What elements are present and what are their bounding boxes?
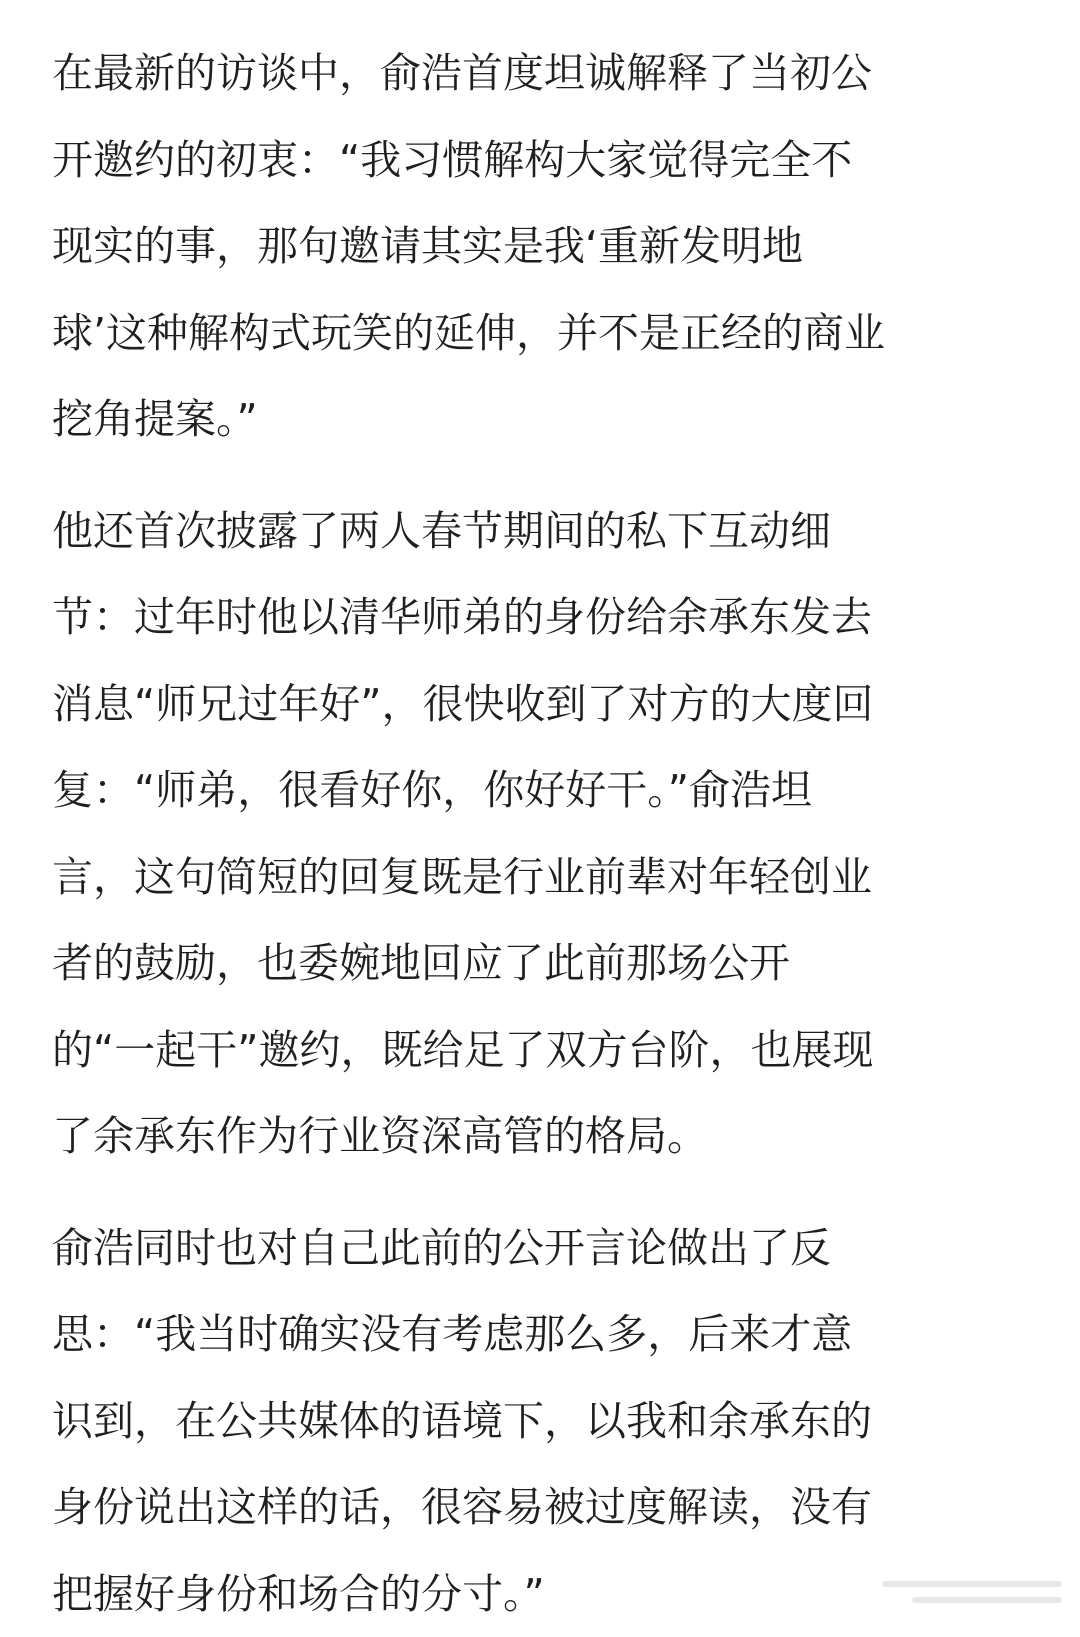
article-body	[52, 30, 1042, 1637]
text-line: 开邀约的初衷：“我习惯解构大家觉得完全不	[52, 117, 1042, 204]
text-line: 消息“师兄过年好”，很快收到了对方的大度回	[52, 661, 1042, 748]
paragraph-gap	[52, 1180, 1042, 1205]
text-line: 识到，在公共媒体的语境下，以我和余承东的	[52, 1378, 1042, 1465]
text-line: 思：“我当时确实没有考虑那么多，后来才意	[52, 1291, 1042, 1378]
text-line: 把握好身份和场合的分寸。”	[52, 1551, 1042, 1637]
text-line: 的“一起干”邀约，既给足了双方台阶，也展现	[52, 1007, 1042, 1094]
paragraph-3	[52, 1205, 1042, 1637]
paragraph-2	[52, 488, 1042, 1180]
text-line: 者的鼓励，也委婉地回应了此前那场公开	[52, 920, 1042, 1007]
text-line: 现实的事，那句邀请其实是我‘重新发明地	[52, 203, 1042, 290]
text-line: 身份说出这样的话，很容易被过度解读，没有	[52, 1464, 1042, 1551]
text-line: 复：“师弟，很看好你，你好好干。”俞浩坦	[52, 747, 1042, 834]
text-line: 了余承东作为行业资深高管的格局。	[52, 1093, 1042, 1180]
text-line: 在最新的访谈中，俞浩首度坦诚解释了当初公	[52, 30, 1042, 117]
text-line: 俞浩同时也对自己此前的公开言论做出了反	[52, 1205, 1042, 1292]
paragraph-gap	[52, 463, 1042, 488]
text-line: 球’这种解构式玩笑的延伸，并不是正经的商业	[52, 290, 1042, 377]
text-line: 挖角提案。”	[52, 376, 1042, 463]
paragraph-1	[52, 30, 1042, 463]
text-line: 节：过年时他以清华师弟的身份给余承东发去	[52, 574, 1042, 661]
text-line: 他还首次披露了两人春节期间的私下互动细	[52, 488, 1042, 575]
text-line: 言，这句简短的回复既是行业前辈对年轻创业	[52, 834, 1042, 921]
